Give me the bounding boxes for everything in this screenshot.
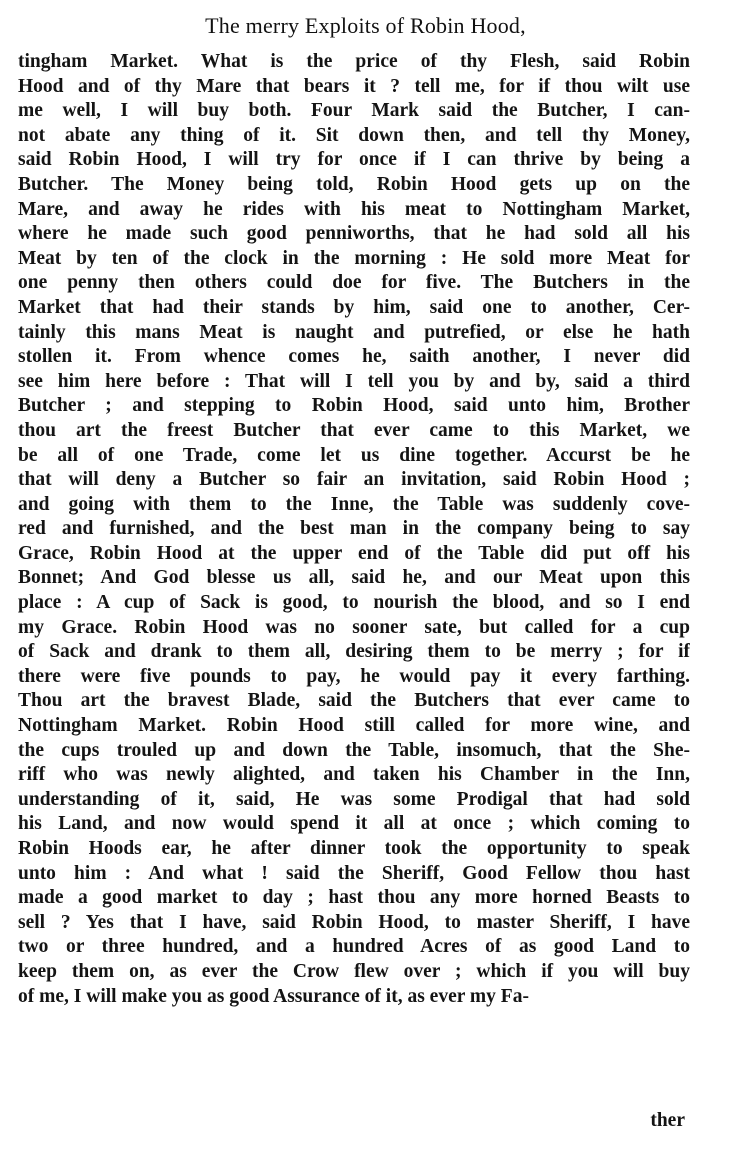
text-line: Nottingham Market. Robin Hood still called for more wine, and bbox=[18, 715, 690, 737]
text-line: made a good market to day ; hast thou any more horned Beasts to bbox=[18, 887, 690, 909]
text-line: Thou art the bravest Blade, said the Butchers that ever came to bbox=[18, 690, 690, 712]
text-line: see him here before : That will I tell you by and by, said a third bbox=[18, 370, 690, 392]
text-line: understanding of it, said, He was some Prodigal that had sold bbox=[18, 788, 690, 810]
text-line: keep them on, as ever the Crow flew over ; which if you will buy bbox=[18, 960, 690, 982]
text-line: of me, I will make you as good Assurance of it, as ever my Fa- bbox=[18, 985, 529, 1007]
text-line: tingham Market. What is the price of thy Flesh, said Robin bbox=[18, 51, 690, 72]
text-line: of Sack and drank to them all, desiring them to be merry ; for if bbox=[18, 641, 690, 663]
running-head: The merry Exploits of Robin Hood, bbox=[205, 13, 526, 38]
body-text bbox=[18, 50, 690, 1009]
text-line: Meat by ten of the clock in the morning : He sold more Meat for bbox=[18, 247, 690, 269]
text-line: said Robin Hood, I will try for once if I can thrive by being a bbox=[18, 149, 690, 171]
text-line: unto him : And what ! said the Sheriff, Good Fellow thou hast bbox=[18, 862, 690, 884]
text-line: where he made such good penniworths, that he had sold all his bbox=[18, 223, 690, 245]
text-line: one penny then others could doe for five. The Butchers in the bbox=[18, 272, 690, 294]
text-line: Butcher. The Money being told, Robin Hood gets up on the bbox=[18, 173, 690, 195]
text-line: Bonnet; And God blesse us all, said he, and our Meat upon this bbox=[18, 567, 690, 589]
text-line: Hood and of thy Mare that bears it ? tell me, for if thou wilt use bbox=[18, 75, 690, 97]
text-line: two or three hundred, and a hundred Acres of as good Land to bbox=[18, 936, 690, 958]
text-line: Market that had their stands by him, said one to another, Cer- bbox=[18, 296, 690, 318]
catchword: ther bbox=[650, 1110, 685, 1131]
text-line: Grace, Robin Hood at the upper end of the Table did put off his bbox=[18, 542, 690, 564]
text-line: thou art the freest Butcher that ever came to this Market, we bbox=[18, 419, 690, 441]
text-line: and going with them to the Inne, the Table was suddenly cove- bbox=[18, 493, 690, 515]
text-line: the cups trouled up and down the Table, insomuch, that the She- bbox=[18, 739, 690, 761]
text-line: place : A cup of Sack is good, to nourish the blood, and so I end bbox=[18, 592, 690, 614]
text-line: not abate any thing of it. Sit down then, and tell thy Money, bbox=[18, 124, 690, 146]
text-line: Robin Hoods ear, he after dinner took the opportunity to speak bbox=[18, 838, 690, 859]
text-line: that will deny a Butcher so fair an invitation, said Robin Hood ; bbox=[18, 469, 690, 491]
text-line: red and furnished, and the best man in the company being to say bbox=[18, 518, 690, 540]
text-line: stollen it. From whence comes he, saith another, I never did bbox=[18, 346, 690, 368]
text-line: sell ? Yes that I have, said Robin Hood, to master Sheriff, I have bbox=[18, 911, 690, 933]
text-line: riff who was newly alighted, and taken his Chamber in the Inn, bbox=[18, 764, 690, 786]
text-line: tainly this mans Meat is naught and putrefied, or else he hath bbox=[18, 321, 690, 343]
text-line: be all of one Trade, come let us dine together. Accurst be he bbox=[18, 444, 690, 466]
text-line: Butcher ; and stepping to Robin Hood, said unto him, Brother bbox=[18, 395, 690, 417]
text-line: there were five pounds to pay, he would pay it every farthing. bbox=[18, 665, 690, 687]
text-line: his Land, and now would spend it all at once ; which coming to bbox=[18, 813, 690, 835]
text-line: my Grace. Robin Hood was no sooner sate, but called for a cup bbox=[18, 616, 690, 638]
text-line: me well, I will buy both. Four Mark said the Butcher, I can- bbox=[18, 100, 690, 122]
text-line: Mare, and away he rides with his meat to Nottingham Market, bbox=[18, 198, 690, 220]
